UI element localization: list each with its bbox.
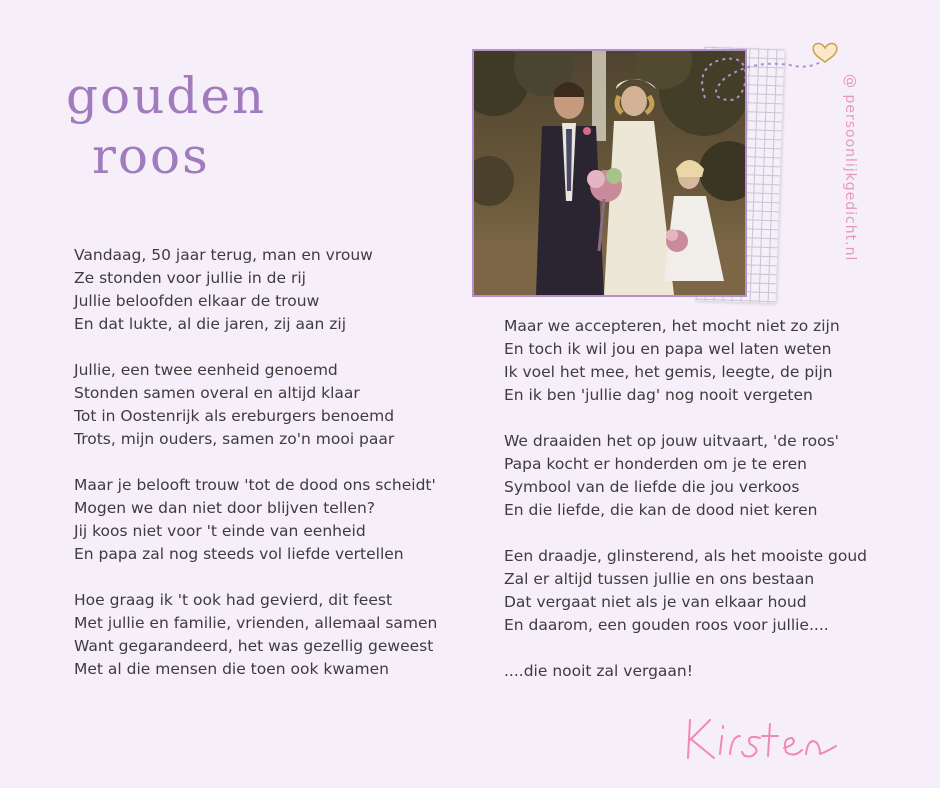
poem-line: Stonden samen overal en altijd klaar [74, 384, 360, 402]
poem-line: Met al die mensen die toen ook kwamen [74, 660, 390, 678]
poem-line: Trots, mijn ouders, samen zo'n mooi paar [74, 430, 395, 448]
stanza [74, 589, 437, 681]
poem-line: Papa kocht er honderden om je te eren [504, 455, 807, 473]
poem-line: Dat vergaat niet als je van elkaar houd [504, 593, 807, 611]
poem-line: Maar we accepteren, het mocht niet zo zijn [504, 317, 840, 335]
heart-icon [813, 43, 837, 62]
poem-line: Want gegarandeerd, het was gezellig geweest [74, 637, 434, 655]
poem-line: En ik ben 'jullie dag' nog nooit vergeten [504, 386, 813, 404]
stanza [504, 430, 867, 522]
poem-line: Symbool van de liefde die jou verkoos [504, 478, 800, 496]
poem-line: Jij koos niet voor 't einde van eenheid [74, 522, 366, 540]
poem-line: En papa zal nog steeds vol liefde vertellen [74, 545, 404, 563]
poem-line: Ik voel het mee, het gemis, leegte, de pijn [504, 363, 833, 381]
website-handle: @ persoonlijkgedicht.nl [842, 74, 858, 262]
stanza [74, 244, 437, 336]
signature [676, 706, 848, 770]
poem-line: Maar je belooft trouw 'tot de dood ons scheidt' [74, 476, 436, 494]
poem-line: En daarom, een gouden roos voor jullie.... [504, 616, 829, 634]
poem-line: Jullie, een twee eenheid genoemd [74, 361, 338, 379]
poem-line: Hoe graag ik 't ook had gevierd, dit feest [74, 591, 393, 609]
stanza [504, 660, 867, 683]
poem-line: Vandaag, 50 jaar terug, man en vrouw [74, 246, 373, 264]
doodle-decoration [695, 28, 855, 118]
poem-line: Met jullie en familie, vrienden, allemaal samen [74, 614, 438, 632]
poem-line: ....die nooit zal vergaan! [504, 662, 693, 680]
poem-line: Zal er altijd tussen jullie en ons bestaan [504, 570, 815, 588]
stanza [504, 315, 867, 407]
poem-line: En dat lukte, al die jaren, zij aan zij [74, 315, 347, 333]
poem-line: Mogen we dan niet door blijven tellen? [74, 499, 376, 517]
poem-line: Een draadje, glinsterend, als het mooiste goud [504, 547, 868, 565]
title-line-1: gouden [66, 67, 267, 125]
stanza [74, 359, 437, 451]
title-line-2: roos [92, 127, 210, 185]
poem-line: We draaiden het op jouw uitvaart, 'de roos' [504, 432, 839, 450]
poem-line: Jullie beloofden elkaar de trouw [74, 292, 320, 310]
poem-left-column [74, 244, 437, 681]
stanza [504, 545, 867, 637]
poem-line: Tot in Oostenrijk als ereburgers benoemd [74, 407, 395, 425]
poem-right-column [504, 315, 867, 683]
poem-line: En die liefde, die kan de dood niet keren [504, 501, 818, 519]
poem-line: En toch ik wil jou en papa wel laten weten [504, 340, 832, 358]
poem-line: Ze stonden voor jullie in de rij [74, 269, 306, 287]
stanza [74, 474, 437, 566]
poem-title [66, 66, 266, 186]
